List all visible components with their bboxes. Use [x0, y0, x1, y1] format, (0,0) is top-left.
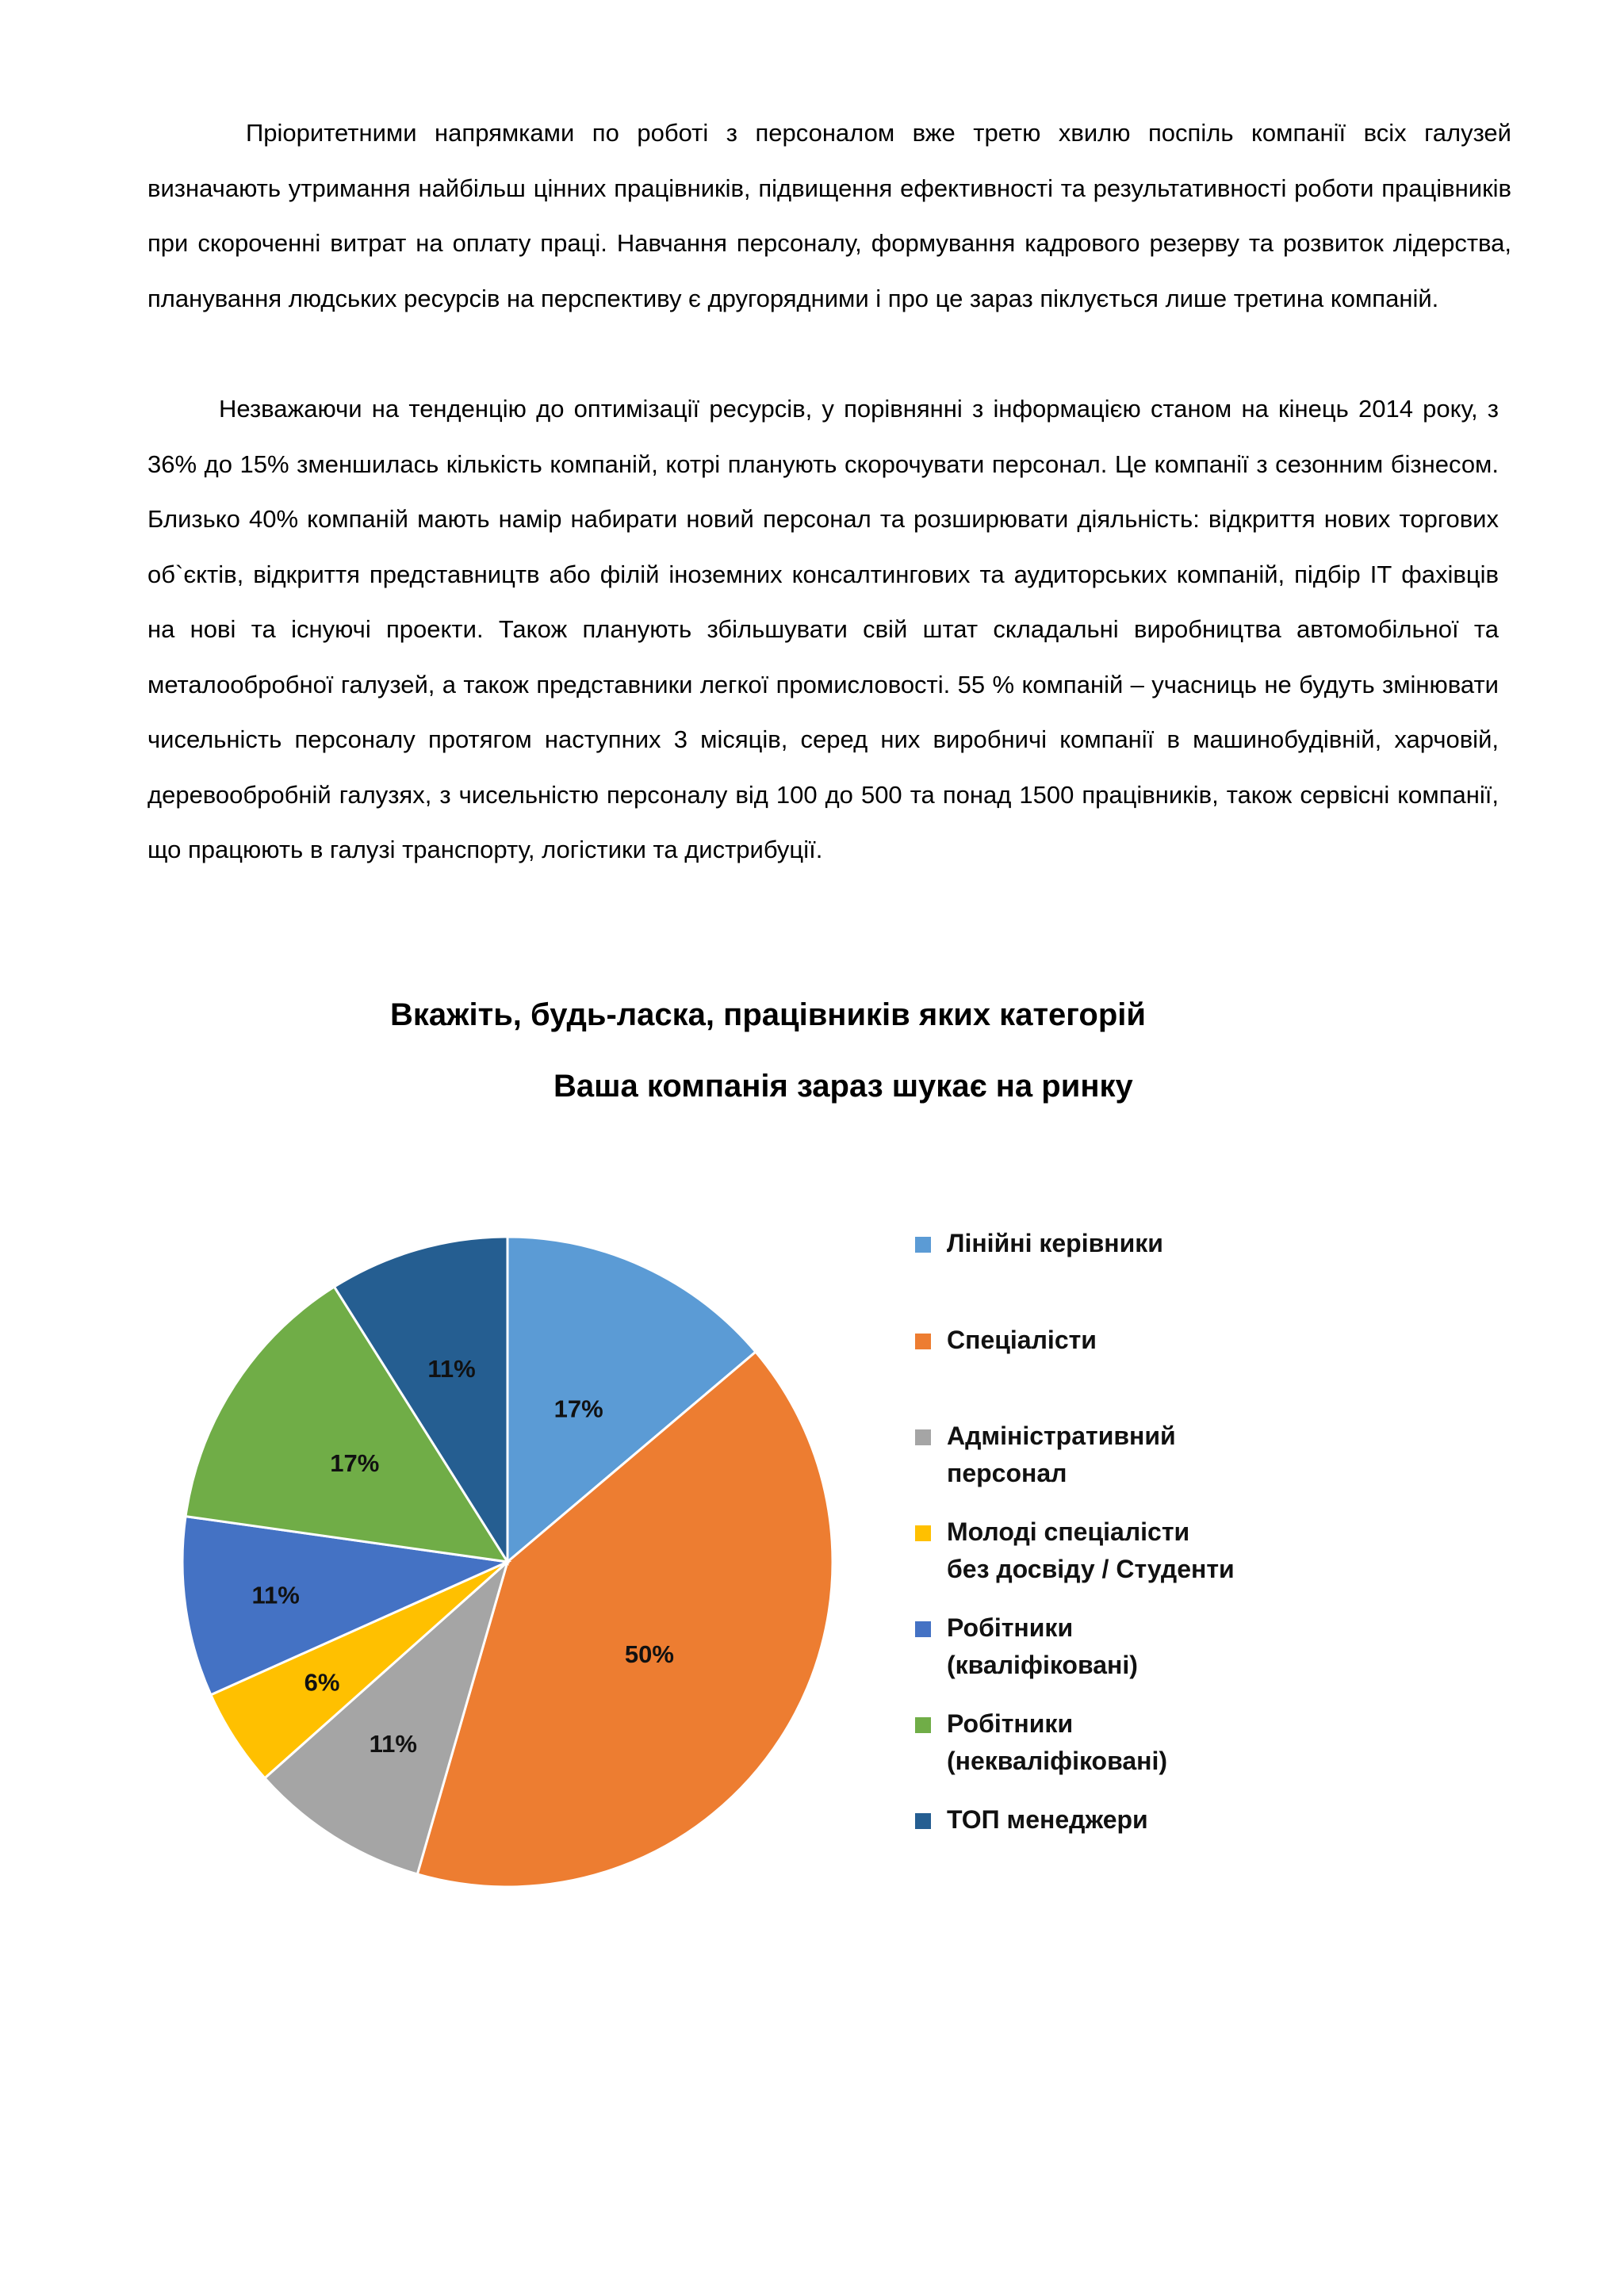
paragraph-priorities: Пріоритетними напрямками по роботі з персоналом вже третю хвилю поспіль компанії всіх галузей визначають утримання найбільш цінних працівників, підвищення ефективності та результативності роботи працівників при скороченні витрат на оплату праці. Навчання персоналу, формування кадрового резерву та розвиток лідерства, планування людських ресурсів на перспективу є другорядними і про це зараз піклується лише третина компаній. [147, 119, 1511, 312]
legend-label-line: персонал [947, 1459, 1067, 1487]
legend-label-line: Молоді спеціалісти [947, 1517, 1190, 1546]
chart-title-line-2: Ваша компанія зараз шукає на ринку [553, 1069, 1133, 1104]
legend-label-line: Робітники [947, 1709, 1074, 1738]
legend-label [947, 1322, 1343, 1359]
legend-label-line: Лінійні керівники [947, 1229, 1163, 1257]
legend-label [947, 1609, 1343, 1684]
legend-label [947, 1225, 1343, 1262]
legend-label [947, 1705, 1343, 1780]
pie-data-label-3: 11% [369, 1729, 417, 1758]
chart-title-line-1: Вкажіть, будь-ласка, працівників яких категорій [390, 997, 1146, 1032]
pie-data-label-2: 50% [624, 1640, 674, 1668]
legend-label-line: (некваліфіковані) [947, 1747, 1168, 1775]
legend-label-line: (кваліфіковані) [947, 1651, 1138, 1679]
legend-swatch [915, 1813, 931, 1829]
pie-data-label-6: 17% [330, 1449, 380, 1478]
legend-label [947, 1513, 1343, 1588]
pie-data-label-7: 11% [427, 1354, 476, 1383]
legend-swatch [915, 1237, 931, 1253]
pie-data-label-4: 6% [304, 1668, 340, 1697]
legend-label-line: Робітники [947, 1613, 1074, 1642]
legend-swatch [915, 1525, 931, 1541]
legend-swatch [915, 1429, 931, 1445]
pie-data-label-5: 11% [251, 1581, 300, 1609]
legend-label-line: ТОП менеджери [947, 1805, 1148, 1834]
paragraph-hiring-plans: Незважаючи на тенденцію до оптимізації ресурсів, у порівнянні з інформацією станом на кінець 2014 року, з 36% до 15% зменшилась кількість компаній, котрі планують скорочувати персонал. Це компанії з сезонним бізнесом. Близько 40% компаній мають намір набирати новий персонал та розширювати діяльність: відкриття нових торгових об`єктів, відкриття представництв або філій іноземних консалтингових та аудиторських компаній, підбір ІТ фахівців на нові та існуючі проекти. Також планують збільшувати свій штат складальні виробництва автомобільної та металообробної галузей, а також представники легкої промисловості. 55 % компаній – учасниць не будуть змінювати чисельність персоналу протягом наступних 3 місяців, серед них виробничі компанії в машинобудівній, харчовій, деревообробній галузях, з чисельністю персоналу від 100 до 500 та понад 1500 працівників, також сервісні компанії, що працюють в галузі транспорту, логістики та дистрибуції. [147, 395, 1499, 863]
legend-label-line: Адміністративний [947, 1422, 1176, 1450]
legend-swatch [915, 1334, 931, 1349]
pie-chart [159, 1221, 872, 1903]
legend-label [947, 1801, 1343, 1839]
legend-label [947, 1418, 1343, 1492]
legend-label-line: Спеціалісти [947, 1326, 1097, 1354]
pie-data-label-1: 17% [553, 1395, 603, 1423]
legend-swatch [915, 1621, 931, 1637]
legend-label-line: без досвіду / Студенти [947, 1555, 1235, 1583]
legend-swatch [915, 1717, 931, 1733]
